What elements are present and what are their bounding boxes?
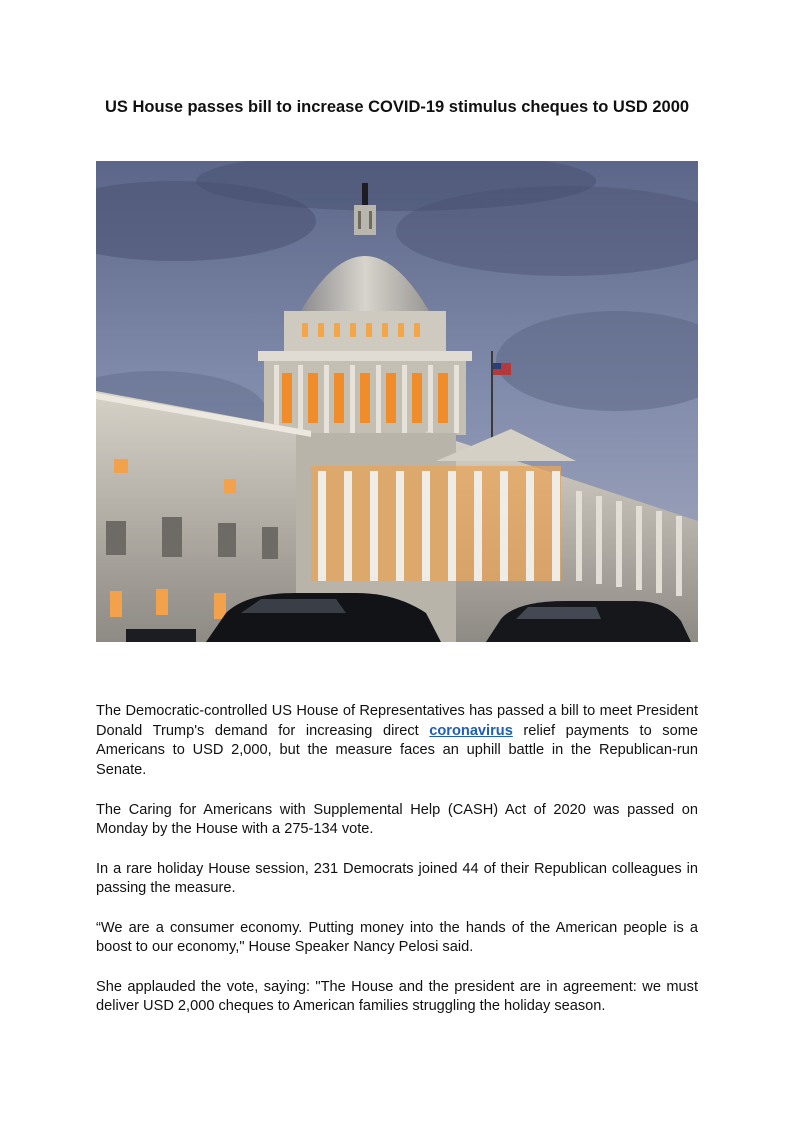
paragraph: In a rare holiday House session, 231 Democrats joined 44 of their Republican colleagues in passing the measure. <box>96 860 698 897</box>
paragraph <box>96 702 698 781</box>
article-title: US House passes bill to increase COVID-19 stimulus cheques to USD 2000 <box>104 98 690 116</box>
paragraph: The Caring for Americans with Supplemental Help (CASH) Act of 2020 was passed on Monday by the House with a 275-134 vote. <box>96 801 698 838</box>
paragraph-text: The Democratic-controlled US House of Representatives has passed a bill to meet President Donald Trump's demand for increasing direct <box>96 703 698 739</box>
article-body <box>96 702 698 1037</box>
paragraph-text: relief payments to some Americans to USD 2,000, but the measure faces an uphill battle in the Republican-run Senate. <box>96 722 698 779</box>
paragraph: “We are a consumer economy. Putting money into the hands of the American people is a boost to our economy," House Speaker Nancy Pelosi said. <box>96 919 698 956</box>
capitol-building-photo <box>96 161 698 642</box>
coronavirus-link[interactable]: coronavirus <box>429 722 513 739</box>
paragraph: She applauded the vote, saying: "The House and the president are in agreement: we must deliver USD 2,000 cheques to American families struggling the holiday season. <box>96 978 698 1015</box>
